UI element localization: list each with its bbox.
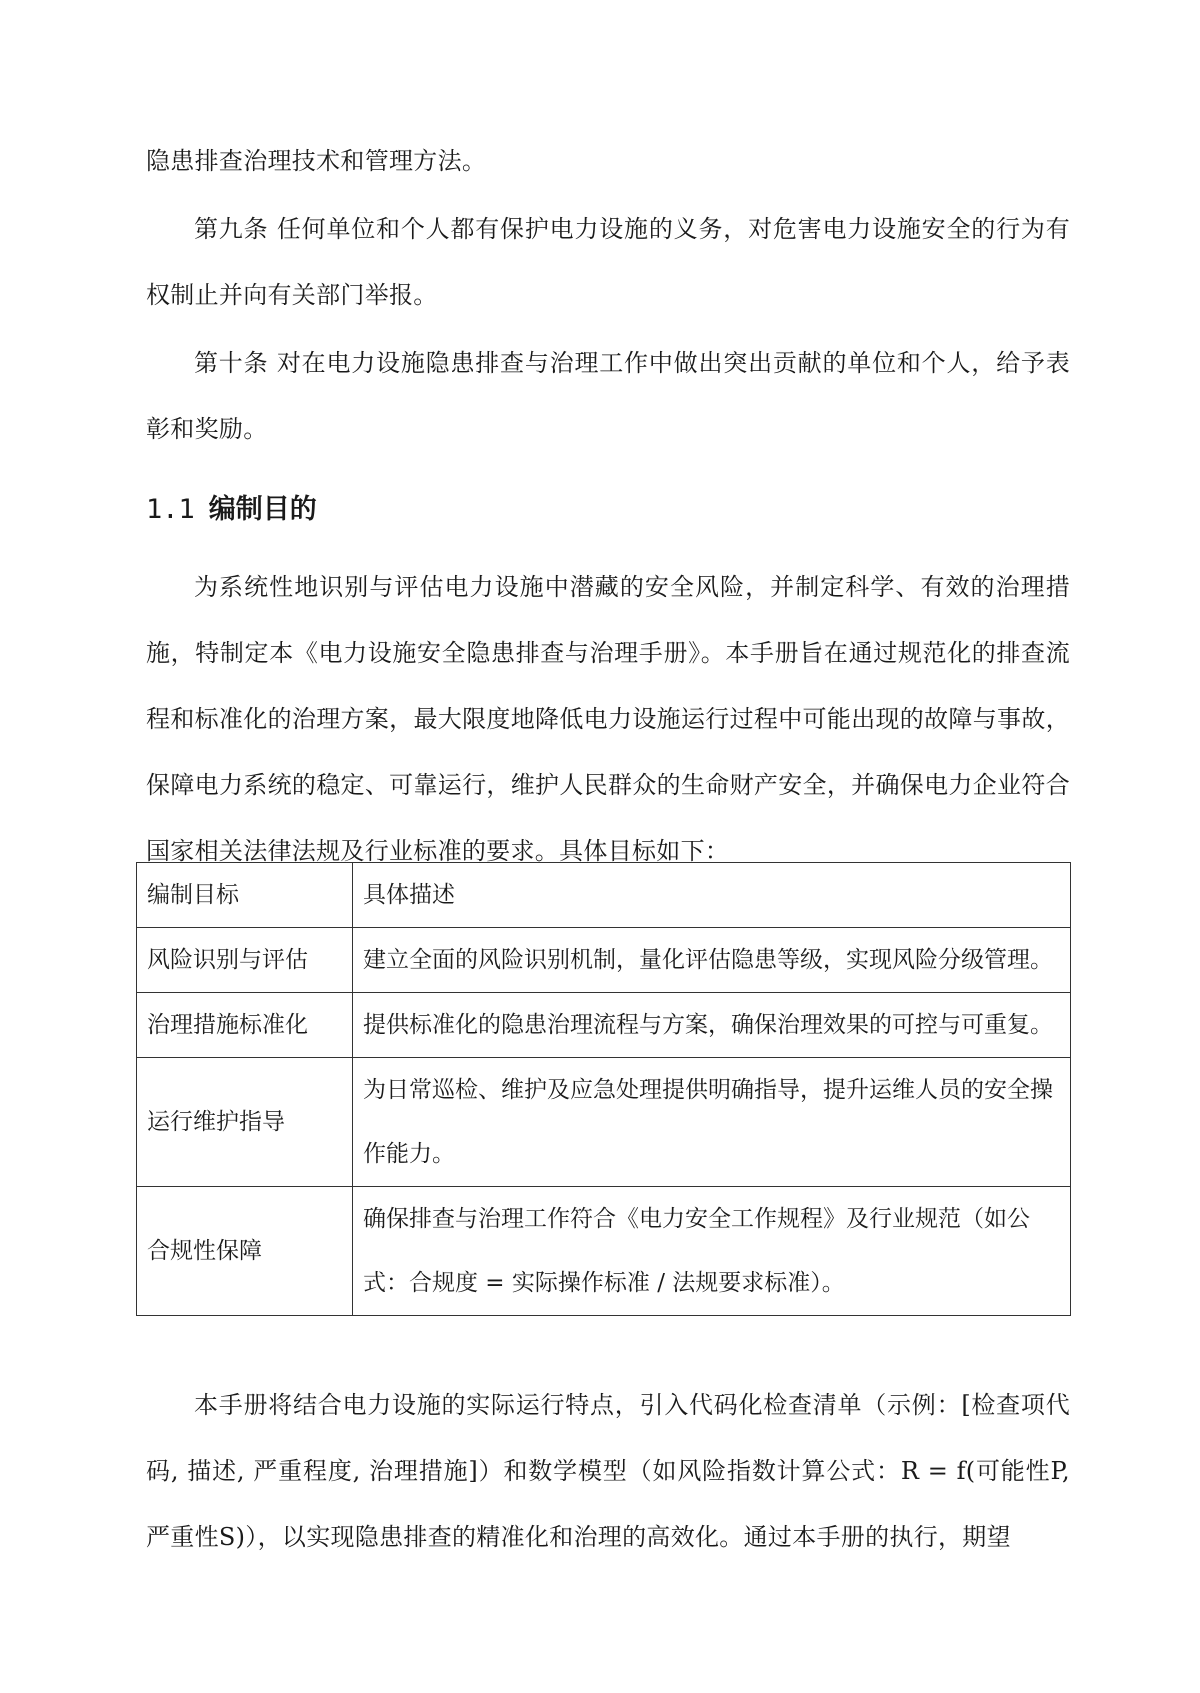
table-cell-goal: 治理措施标准化 xyxy=(137,993,353,1058)
table-header-row xyxy=(137,863,1071,928)
table-row xyxy=(137,993,1071,1058)
section-heading xyxy=(146,490,1070,530)
table-header-cell: 编制目标 xyxy=(137,863,353,928)
table-header-cell: 具体描述 xyxy=(353,863,1071,928)
table-cell-description: 提供标准化的隐患治理流程与方案，确保治理效果的可控与可重复。 xyxy=(353,993,1071,1058)
article-ten: 第十条 对在电力设施隐患排查与治理工作中做出突出贡献的单位和个人，给予表彰和奖励。 xyxy=(146,349,1070,443)
document-page xyxy=(146,128,1070,884)
table-cell-description: 建立全面的风险识别机制，量化评估隐患等级，实现风险分级管理。 xyxy=(353,928,1071,993)
table-cell-goal: 风险识别与评估 xyxy=(137,928,353,993)
goals-table xyxy=(136,862,1071,1316)
table-cell-goal: 合规性保障 xyxy=(137,1187,353,1316)
table-cell-description: 为日常巡检、维护及应急处理提供明确指导，提升运维人员的安全操作能力。 xyxy=(353,1058,1071,1187)
table-cell-goal: 运行维护指导 xyxy=(137,1058,353,1187)
article-nine: 第九条 任何单位和个人都有保护电力设施的义务，对危害电力设施安全的行为有权制止并向有关部门举报。 xyxy=(146,215,1070,309)
paragraph-continuation: 隐患排查治理技术和管理方法。 xyxy=(146,147,487,175)
table-row xyxy=(137,1058,1071,1187)
table-row xyxy=(137,1187,1071,1316)
closing-paragraph: 本手册将结合电力设施的实际运行特点，引入代码化检查清单（示例：[检查项代码, 描述, 严重程度, 治理措施]）和数学模型（如风险指数计算公式：R = f(可能性P, 严重性S)），以实现隐患排查的精准化和治理的高效化。通过本手册的执行，期望 xyxy=(146,1391,1070,1551)
table-cell-description: 确保排查与治理工作符合《电力安全工作规程》及行业规范（如公式：合规度 = 实际操作标准 / 法规要求标准）。 xyxy=(353,1187,1071,1316)
table-row xyxy=(137,928,1071,993)
closing-block xyxy=(146,1372,1070,1570)
section-title: 编制目的 xyxy=(208,494,317,525)
section-number: 1.1 xyxy=(146,494,195,525)
section-intro: 为系统性地识别与评估电力设施中潜藏的安全风险，并制定科学、有效的治理措施，特制定本《电力设施安全隐患排查与治理手册》。本手册旨在通过规范化的排查流程和标准化的治理方案，最大限度地降低电力设施运行过程中可能出现的故障与事故，保障电力系统的稳定、可靠运行，维护人民群众的生命财产安全，并确保电力企业符合国家相关法律法规及行业标准的要求。具体目标如下： xyxy=(146,573,1070,865)
